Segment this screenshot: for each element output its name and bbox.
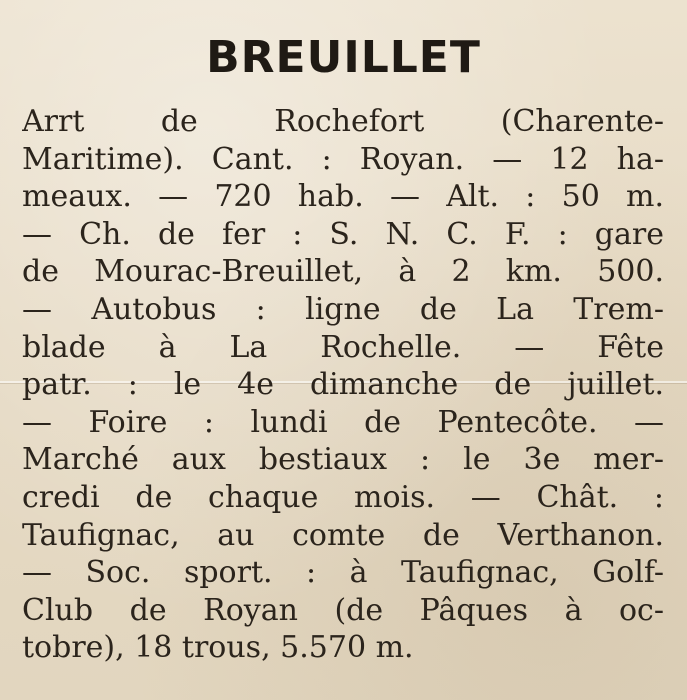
text-line: Taufignac, au comte de Verthanon. [22,517,664,553]
text-line: Maritime). Cant. : Royan. — 12 ha- [22,141,664,177]
text-line: — Ch. de fer : S. N. C. F. : gare [22,216,664,252]
text-line: Club de Royan (de Pâques à oc- [22,592,664,628]
text-line: — Foire : lundi de Pentecôte. — [22,404,664,440]
text-line: — Soc. sport. : à Taufignac, Golf- [22,555,664,591]
entry-body [22,103,664,667]
text-line: de Mourac-Breuillet, à 2 km. 500. [22,254,664,290]
text-line: patr. : le 4e dimanche de juillet. [22,367,664,403]
text-line: credi de chaque mois. — Chât. : [22,479,664,515]
text-line: tobre), 18 trous, 5.570 m. [22,630,414,666]
text-line: Arrt de Rochefort (Charente- [22,104,664,139]
text-line: — Autobus : ligne de La Trem- [22,291,664,327]
text-line: Marché aux bestiaux : le 3e mer- [22,442,664,478]
entry-title: BREUILLET [206,32,481,83]
text-line: meaux. — 720 hab. — Alt. : 50 m. [22,179,664,215]
text-line: blade à La Rochelle. — Fête [22,329,664,365]
